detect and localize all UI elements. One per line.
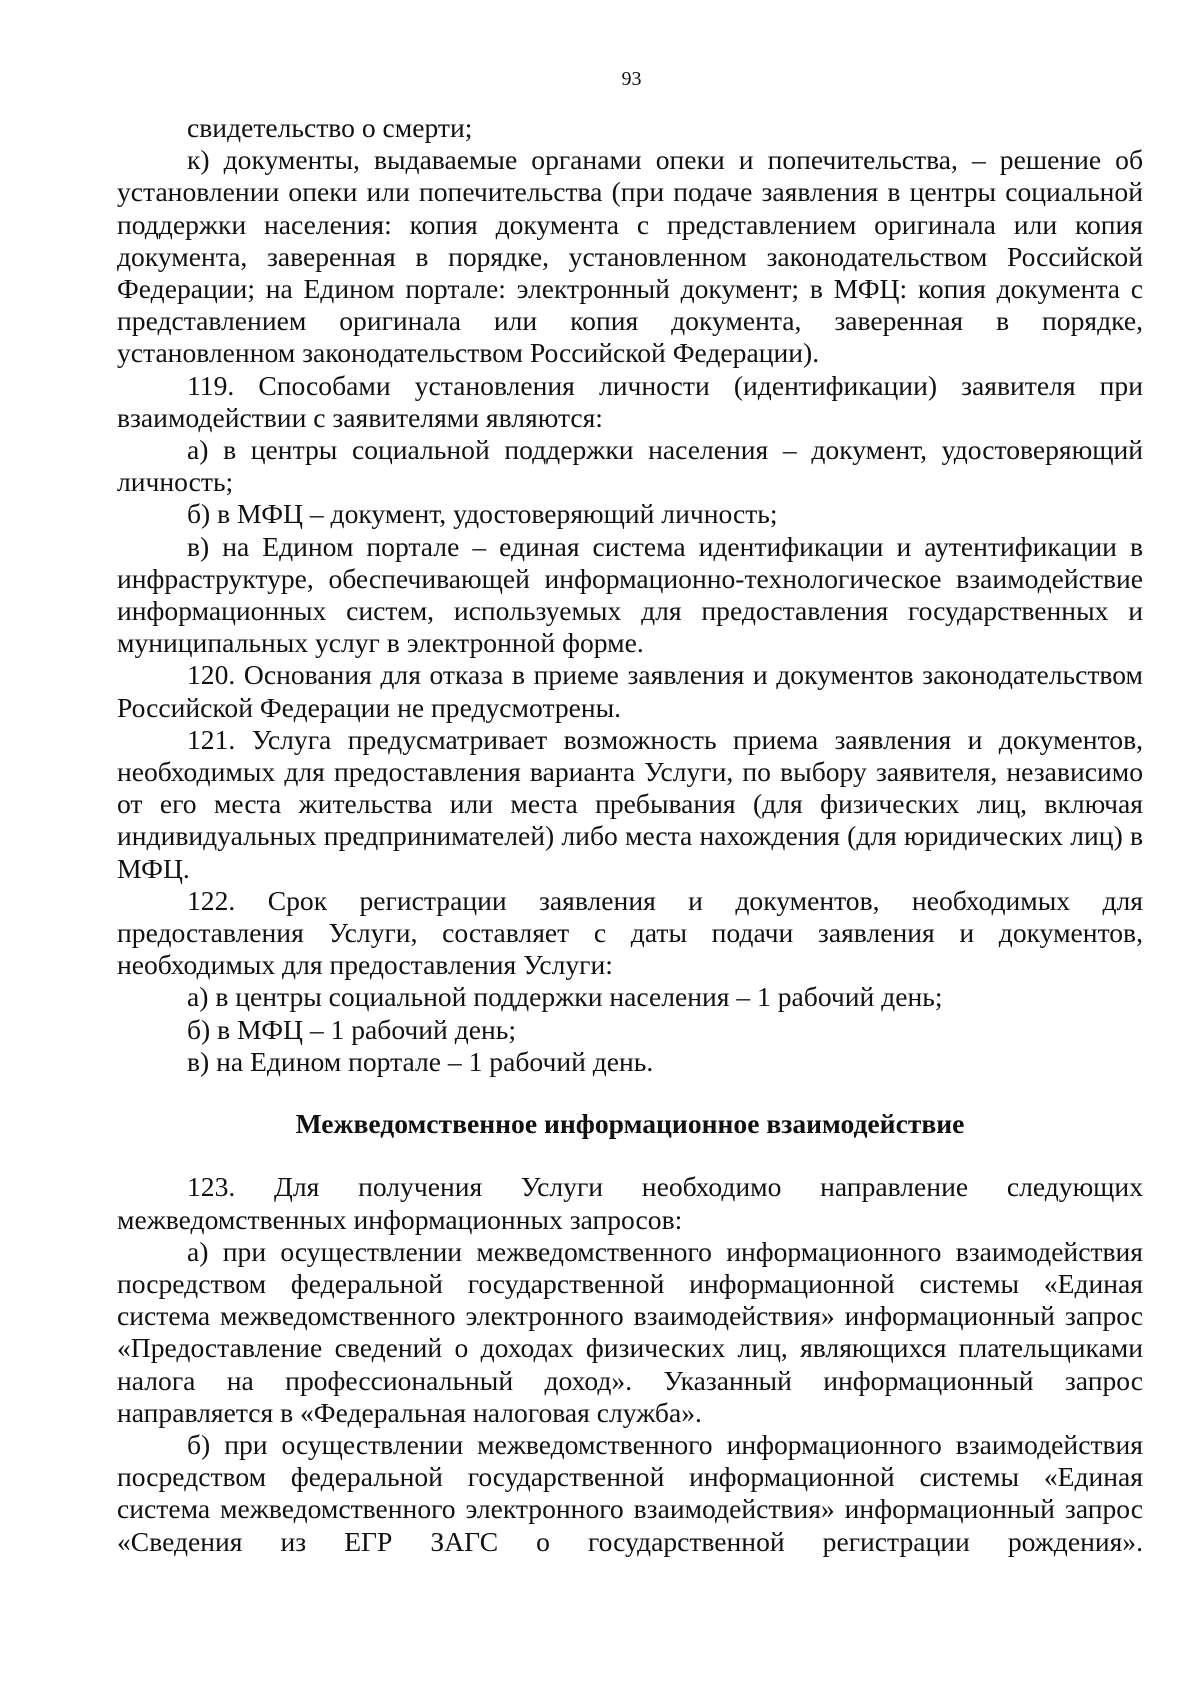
paragraph: а) в центры социальной поддержки населения – 1 рабочий день; — [187, 981, 943, 1013]
page-number: 93 — [621, 68, 642, 90]
paragraph: свидетельство о смерти; — [187, 112, 473, 143]
paragraph: 120. Основания для отказа в приеме заявления и документов законодательством Российской Федерации не предусмотрены. — [117, 659, 1143, 723]
paragraph: в) на Едином портале – 1 рабочий день. — [187, 1045, 654, 1077]
paragraph: б) в МФЦ – документ, удостоверяющий личность; — [187, 498, 778, 530]
paragraph: б) в МФЦ – 1 рабочий день; — [187, 1013, 517, 1045]
paragraph: 122. Срок регистрации заявления и документов, необходимых для предоставления Услуги, составляет с даты подачи заявления и документов, необходимых для предоставления Услуги: — [117, 884, 1143, 981]
paragraph: б) при осуществлении межведомственного информационного взаимодействия посредством федеральной государственной информационной системы «Единая система межведомственного электронного взаимодействия» информационный запрос «Сведения из ЕГР ЗАГС о государственной регистрации рождения». — [117, 1428, 1143, 1557]
paragraph: 119. Способами установления личности (идентификации) заявителя при взаимодействии с заявителями являются: — [117, 369, 1143, 433]
paragraph: 121. Услуга предусматривает возможность приема заявления и документов, необходимых для предоставления варианта Услуги, по выбору заявителя, независимо от его места жительства или места пребывания (для физических лиц, включая индивидуальных предпринимателей) либо места нахождения (для юридических лиц) в МФЦ. — [117, 723, 1143, 884]
paragraph: к) документы, выдаваемые органами опеки и попечительства, – решение об установлении опеки или попечительства (при подаче заявления в центры социальной поддержки населения: копия документа с представлением оригинала или копия документа, заверенная в порядке, установленном законодательством Российской Федерации; на Едином портале: электронный документ; в МФЦ: копия документа с представлением оригинала или копия документа, заверенная в порядке, установленном законодательством Российской Федерации). — [117, 144, 1143, 369]
paragraph: а) в центры социальной поддержки населения – документ, удостоверяющий личность; — [117, 434, 1143, 498]
document-body — [117, 112, 1143, 1558]
paragraph: 123. Для получения Услуги необходимо направление следующих межведомственных информационных запросов: — [117, 1171, 1143, 1235]
paragraph: в) на Едином портале – единая система идентификации и аутентификации в инфраструктуре, обеспечивающей информационно-технологическое взаимодействие информационных систем, используемых для предоставления государственных и муниципальных услуг в электронной форме. — [117, 530, 1143, 659]
section-heading: Межведомственное информационное взаимодействие — [295, 1108, 965, 1140]
paragraph: а) при осуществлении межведомственного информационного взаимодействия посредством федеральной государственной информационной системы «Единая система межведомственного электронного взаимодействия» информационный запрос «Предоставление сведений о доходах физических лиц, являющихся плательщиками налога на профессиональный доход». Указанный информационный запрос направляется в «Федеральная налоговая служба». — [117, 1235, 1143, 1428]
